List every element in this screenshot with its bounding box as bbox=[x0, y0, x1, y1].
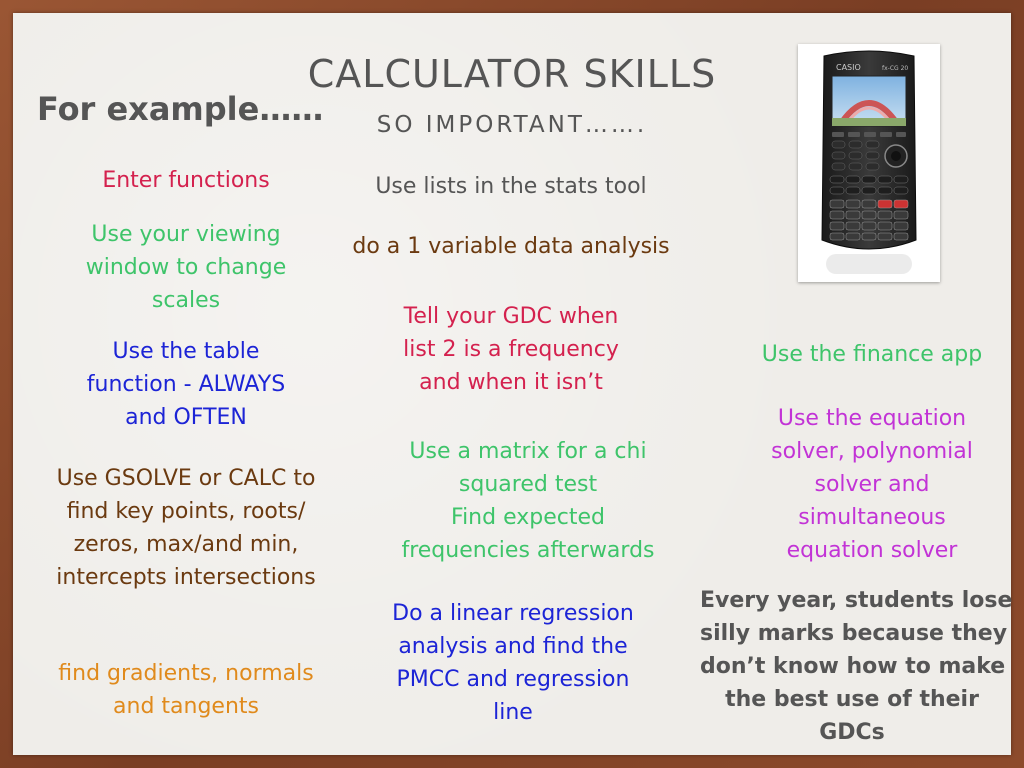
calculator-brand: CASIO bbox=[836, 63, 861, 72]
tip-line: do a 1 variable data analysis bbox=[352, 234, 670, 259]
tip-line: silly marks because they bbox=[700, 621, 1008, 646]
tip-linear-regression bbox=[348, 597, 678, 729]
tip-line: squared test bbox=[458, 472, 598, 497]
tip-every-year bbox=[700, 584, 1013, 749]
tip-line: and tangents bbox=[113, 694, 259, 719]
tip-line: and OFTEN bbox=[125, 405, 247, 430]
slide-subtitle: SO IMPORTANT……. bbox=[376, 112, 648, 138]
tip-line: Use the equation bbox=[777, 406, 967, 431]
tip-line: function - ALWAYS bbox=[86, 372, 286, 397]
tip-line: and when it isn’t bbox=[419, 370, 603, 395]
tip-line: equation solver bbox=[786, 538, 958, 563]
tip-line: Use a matrix for a chi bbox=[409, 439, 647, 464]
tip-finance-app bbox=[720, 338, 1024, 371]
tip-lists-stats bbox=[346, 170, 676, 203]
tip-line: find gradients, normals bbox=[58, 661, 314, 686]
tip-equation-solver bbox=[720, 402, 1024, 567]
tip-line: zeros, max/and min, bbox=[73, 532, 299, 557]
tip-enter-functions bbox=[36, 164, 336, 197]
tip-line: scales bbox=[151, 288, 221, 313]
tip-line: Every year, students lose bbox=[700, 588, 1013, 613]
calculator-model: fx-CG 20 bbox=[882, 65, 909, 72]
tip-viewing-window bbox=[36, 218, 336, 317]
tip-line: list 2 is a frequency bbox=[403, 337, 619, 362]
tip-matrix-chi bbox=[363, 435, 693, 567]
tip-gradients bbox=[36, 657, 336, 723]
tip-line: solver, polynomial bbox=[771, 439, 973, 464]
tip-gsolve bbox=[36, 462, 336, 594]
tip-line: don’t know how to make bbox=[700, 654, 1006, 679]
example-heading: For example…… bbox=[37, 90, 324, 128]
tip-line: Do a linear regression bbox=[392, 601, 634, 626]
calculator-icon bbox=[798, 44, 940, 282]
tip-line: intercepts intersections bbox=[56, 565, 316, 590]
tip-line: GDCs bbox=[819, 720, 885, 745]
tip-line: Tell your GDC when bbox=[403, 304, 619, 329]
tip-line: PMCC and regression bbox=[396, 667, 630, 692]
tip-line: analysis and find the bbox=[398, 634, 628, 659]
tip-line: Use the finance app bbox=[761, 342, 983, 367]
tip-line: solver and bbox=[814, 472, 930, 497]
tip-line: window to change bbox=[85, 255, 287, 280]
tip-line: the best use of their bbox=[725, 687, 979, 712]
tip-line: Enter functions bbox=[102, 168, 270, 193]
tip-line: Use your viewing bbox=[91, 222, 281, 247]
slide-title: CALCULATOR SKILLS bbox=[307, 52, 717, 96]
tip-line: Use the table bbox=[112, 339, 260, 364]
tip-line: Find expected bbox=[451, 505, 605, 530]
tip-table-function bbox=[36, 335, 336, 434]
tip-line: frequencies afterwards bbox=[401, 538, 655, 563]
tip-frequency bbox=[346, 300, 676, 399]
tip-line: Use lists in the stats tool bbox=[375, 174, 647, 199]
tip-1-variable bbox=[346, 230, 676, 263]
tip-line: simultaneous bbox=[798, 505, 946, 530]
tip-line: find key points, roots/ bbox=[66, 499, 306, 524]
tip-line: Use GSOLVE or CALC to bbox=[56, 466, 316, 491]
tip-line: line bbox=[493, 700, 533, 725]
calculator-photo bbox=[798, 44, 940, 282]
